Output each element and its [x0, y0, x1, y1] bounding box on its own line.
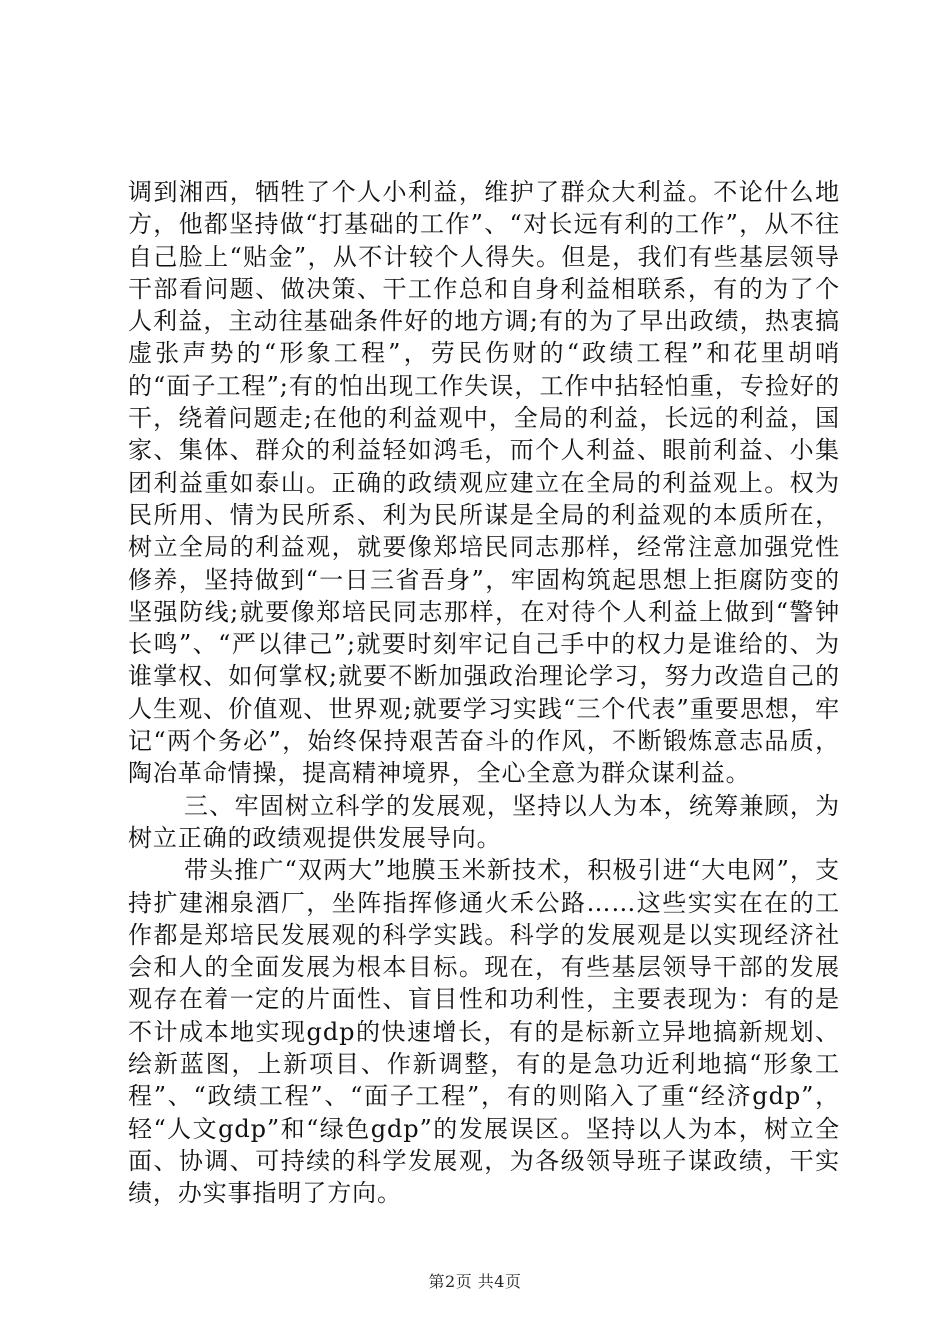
- paragraph-2-section-heading: 三、牢固树立科学的发展观，坚持以人为本，统筹兼顾，为树立正确的政绩观提供发展导向。: [128, 791, 840, 852]
- page-number-footer: 第2页 共4页: [428, 1272, 522, 1291]
- paragraph-1: 调到湘西，牺牲了个人小利益，维护了群众大利益。不论什么地方，他都坚持做“打基础的工作”、“对长远有利的工作”，从不往自己脸上“贴金”，从不计较个人得失。但是，我们有些基层领导干部看问题、做决策、干工作总和自身利益相联系，有的为了个人利益，主动往基础条件好的地方调;有的为了早出政绩，热衷搞虚张声势的“形象工程”，劳民伤财的“政绩工程”和花里胡哨的“面子工程”;有的怕出现工作失误，工作中拈轻怕重，专捡好的干，绕着问题走;在他的利益观中，全局的利益，长远的利益，国家、集体、群众的利益轻如鸿毛，而个人利益、眼前利益、小集团利益重如泰山。正确的政绩观应建立在全局的利益观上。权为民所用、情为民所系、利为民所谋是全局的利益观的本质所在，树立全局的利益观，就要像郑培民同志那样，经常注意加强党性修养，坚持做到“一日三省吾身”，牢固构筑起思想上拒腐防变的坚强防线;就要像郑培民同志那样，在对待个人利益上做到“警钟长鸣”、“严以律己”;就要时刻牢记自己手中的权力是谁给的、为谁掌权、如何掌权;就要不断加强政治理论学习，努力改造自己的人生观、价值观、世界观;就要学习实践“三个代表”重要思想，牢记“两个务必”，始终保持艰苦奋斗的作风，不断锻炼意志品质，陶冶革命情操，提高精神境界，全心全意为群众谋利益。: [128, 178, 840, 788]
- document-body: [128, 176, 840, 1210]
- paragraph-3: 带头推广“双两大”地膜玉米新技术，积极引进“大电网”，支持扩建湘泉酒厂，坐阵指挥修通火禾公路……这些实实在在的工作都是郑培民发展观的科学实践。科学的发展观是以实现经济社会和人的全面发展为根本目标。现在，有些基层领导干部的发展观存在着一定的片面性、盲目性和功利性，主要表现为：有的是不计成本地实现gdp的快速增长，有的是标新立异地搞新规划、绘新蓝图，上新项目、作新调整，有的是急功近利地搞“形象工程”、“政绩工程”、“面子工程”，有的则陷入了重“经济gdp”，轻“人文gdp”和“绿色gdp”的发展误区。坚持以人为本，树立全面、协调、可持续的科学发展观，为各级领导班子谋政绩，干实绩，办实事指明了方向。: [128, 856, 840, 1208]
